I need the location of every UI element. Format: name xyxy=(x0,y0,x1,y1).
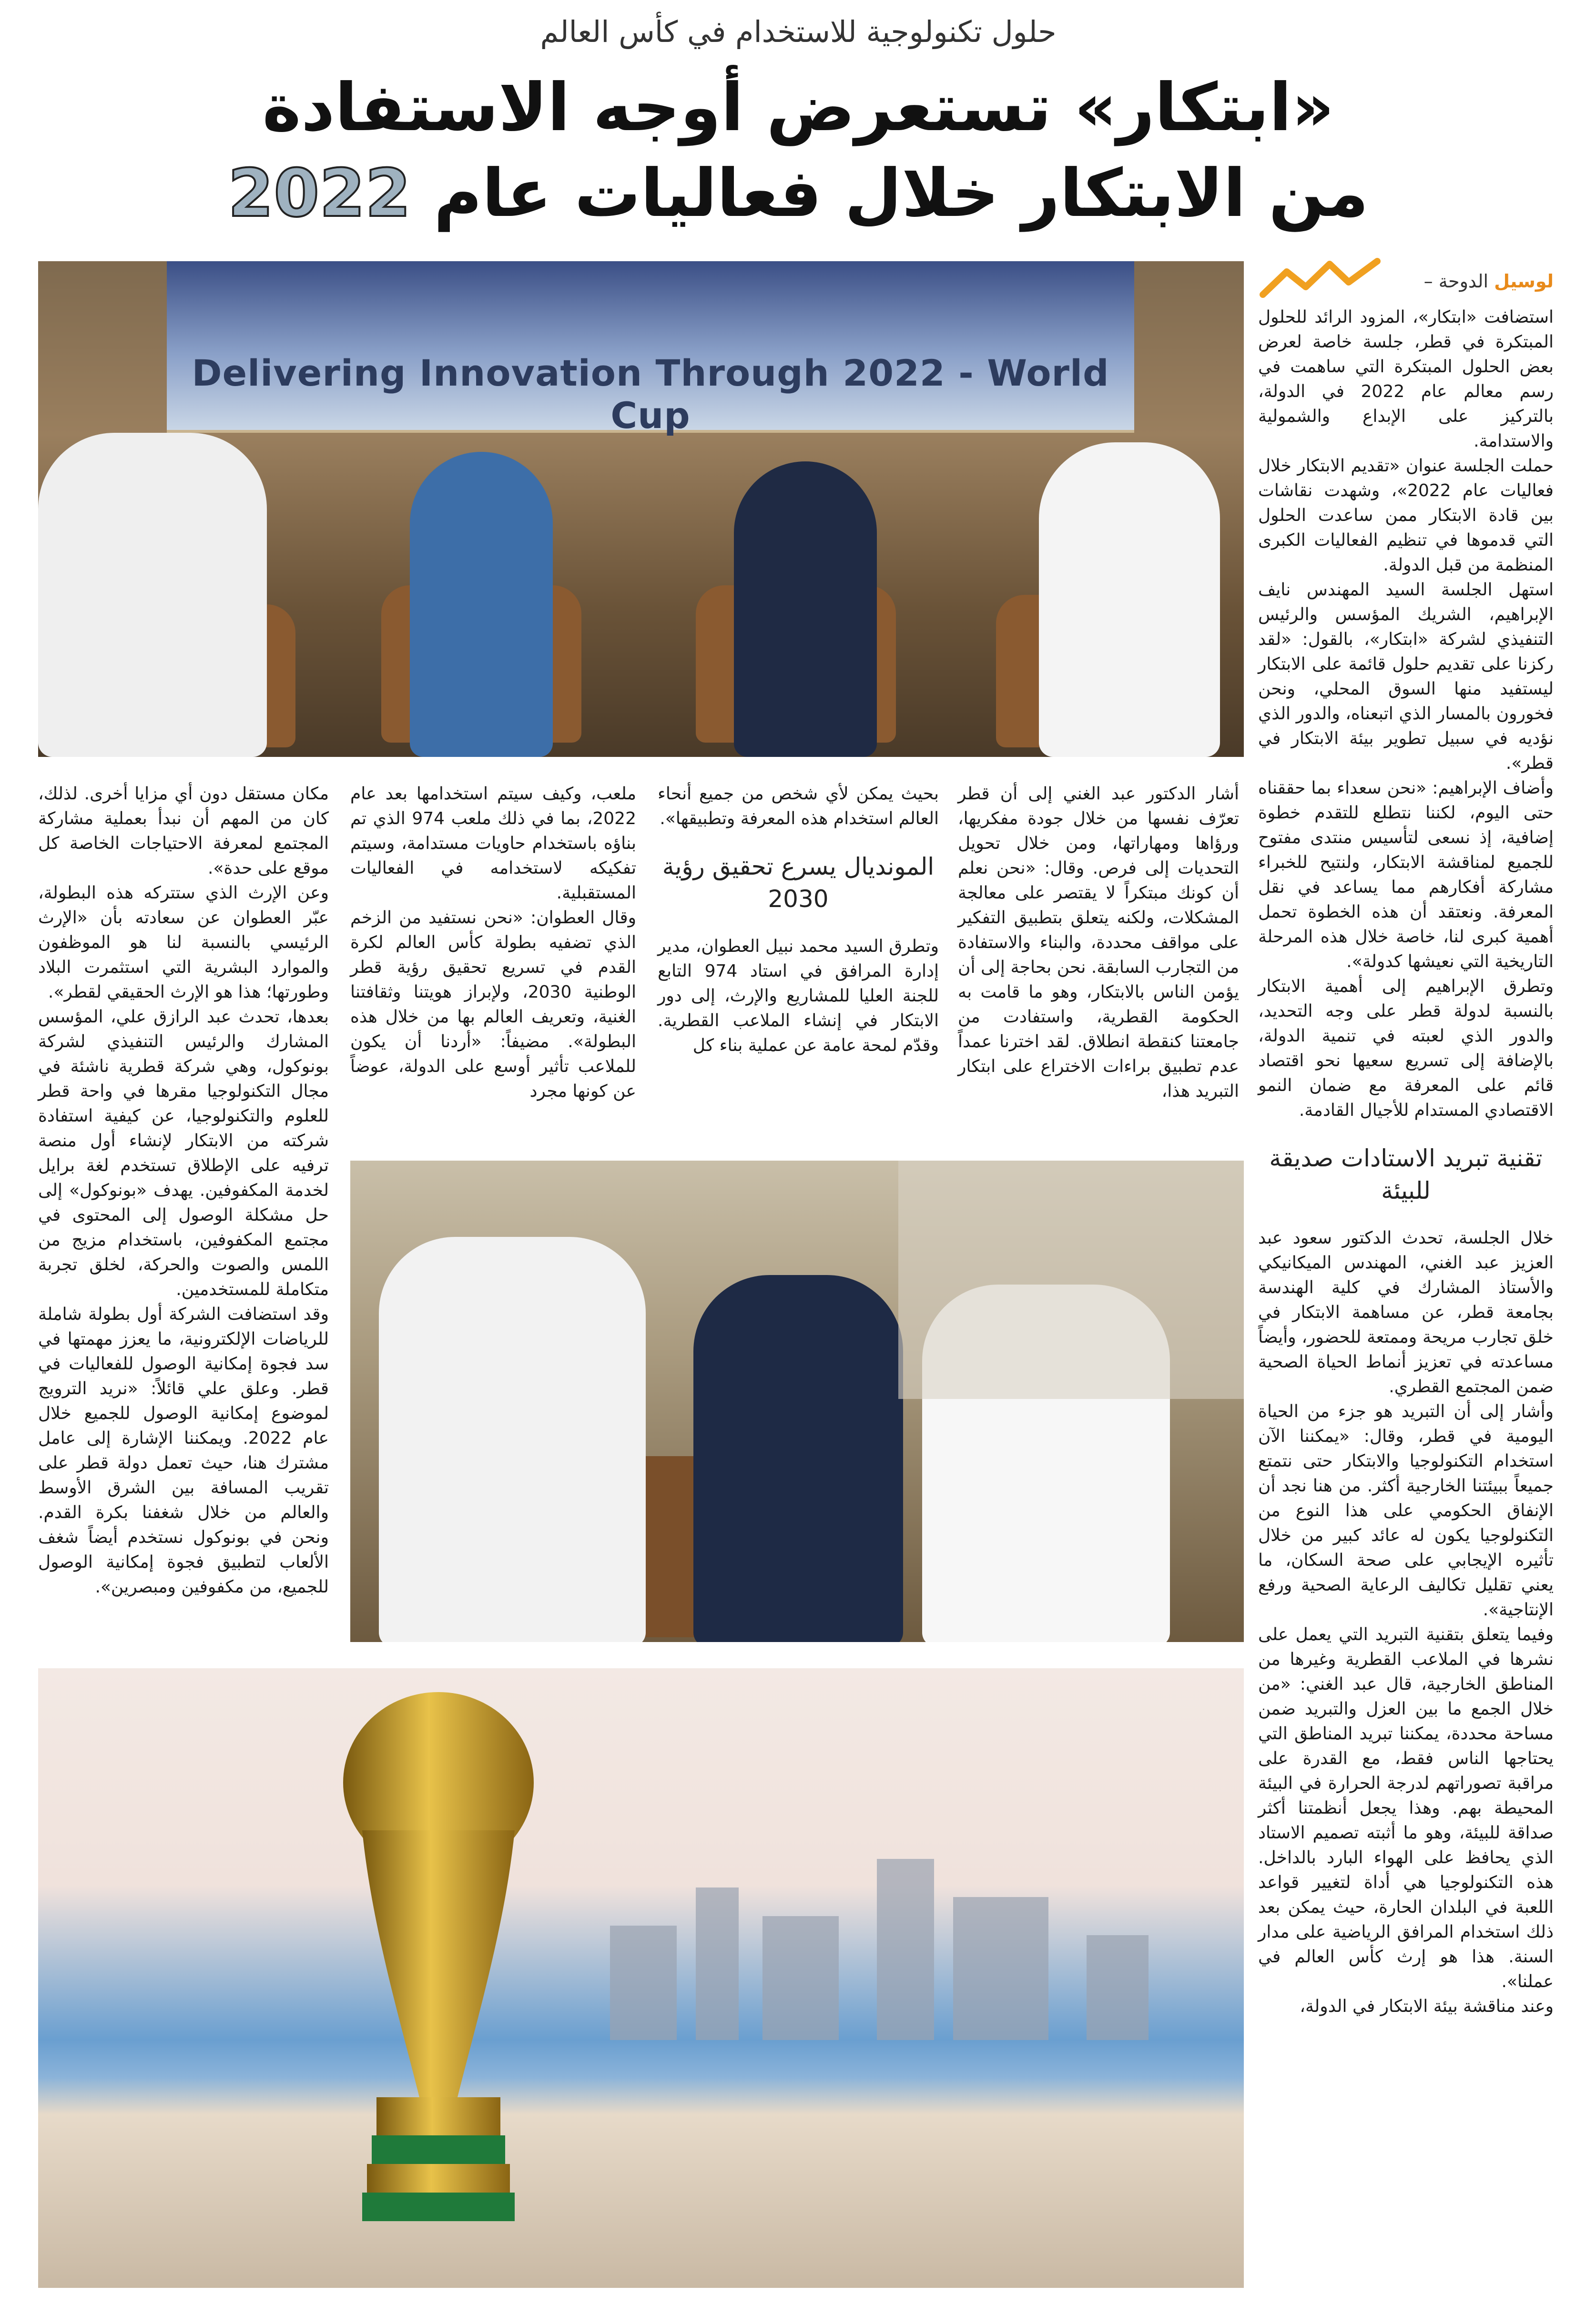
col5-paragraph: وعن الإرث الذي ستتركه هذه البطولة، عبّر العطوان عن سعادته بأن «الإرث الرئيسي بالنسبة لنا هو الموظفون والموارد البشرية التي استثمرت البلاد وطورتها؛ هذا هو الإرث الحقيقي لقطر». xyxy=(38,883,329,1002)
col1-paragraph: وعند مناقشة بيئة الابتكار في الدولة، xyxy=(1300,1997,1554,2016)
col3-paragraph: وتطرق السيد محمد نبيل العطوان، مدير إدارة المرافق في استاد 974 التابع للجنة العليا للمشاريع والإرث، إلى دور الابتكار في إنشاء الملاعب القطرية. وقدّم لمحة عامة عن عملية بناء كل xyxy=(658,937,939,1055)
panel-photo-main xyxy=(38,261,1244,757)
lusail-logo-icon xyxy=(1258,257,1382,300)
trophy-icon xyxy=(305,1687,572,2235)
kicker: حلول تكنولوجية للاستخدام في كأس العالم xyxy=(540,14,1057,49)
headline-line2 xyxy=(143,157,1454,230)
col3-paragraph: بحيث يمكن لأي شخص من جميع أنحاء العالم استخدام هذه المعرفة وتطبيقها». xyxy=(658,784,939,828)
col5-paragraph: وقد استضافت الشركة أول بطولة شاملة للرياضات الإلكترونية، ما يعزز مهمتها في سد فجوة إمكانية الوصول للفعاليات في قطر. وعلق علي قائلاً: «نريد الترويج لموضوع إمكانية الوصول للجميع خلال عام 2022. ويمكننا الإشارة إلى عامل مشترك هنا، حيث تعمل دولة قطر على تقريب المسافة بين الشرق الأوسط والعالم من خلال شغفنا بكرة القدم. ونحن في بونوكول نستخدم أيضاً شغف الألعاب لتطبيق فجوة إمكانية الوصول للجميع، من مكفوفين ومبصرين». xyxy=(38,1305,329,1597)
world-cup-trophy-photo xyxy=(38,1668,1244,2288)
headline-line1: «ابتكار» تستعرض أوجه الاستفادة xyxy=(262,69,1334,146)
byline-source: لوسيل xyxy=(1494,271,1554,292)
col1-paragraph: خلال الجلسة، تحدث الدكتور سعود عبد العزيز عبد الغني، المهندس الميكانيكي والأستاذ المشارك في كلية الهندسة بجامعة قطر، عن مساهمة الابتكار في خلق تجارب مريحة وممتعة للحضور، وأيضاً مساعدته في تعزيز أنماط الحياة الصحية ضمن المجتمع القطري. xyxy=(1258,1228,1554,1397)
col1-paragraph: وأشار إلى أن التبريد هو جزء من الحياة اليومية في قطر، وقال: «يمكننا الآن استخدام التكنولوجيا والابتكار حتى نتمتع جميعاً ببيئتنا الخارجية أكثر. من هنا نجد أن الإنفاق الحكومي على هذا النوع من التكنولوجيا يكون له عائد كبير من خلال تأثيره الإيجابي على صحة السكان، ما يعني تقليل تكاليف الرعاية الصحية ورفع الإنتاجية». xyxy=(1258,1402,1554,1620)
screen-text: Delivering Innovation Through 2022 - World Cup xyxy=(192,352,1109,437)
col1-paragraph: وتطرق الإبراهيم إلى أهمية الابتكار بالنسبة لدولة قطر على وجه التحديد، والدور الذي لعبته في تنمية الدولة، بالإضافة إلى تسريع سعيها نحو اقتصاد قائم على المعرفة مع ضمان النمو الاقتصادي المستدام للأجيال القادمة. xyxy=(1258,977,1554,1120)
col1-paragraph: وأضاف الإبراهيم: «نحن سعداء بما حققناه حتى اليوم، لكننا نتطلع للتقدم خطوة إضافية، إذ نسعى لتأسيس منتدى مفتوح للجميع لمناقشة الابتكار، ولنتيح للخبراء مشاركة أفكارهم مما يساعد في نقل المعرفة. ونعتقد أن هذه الخطوة تحمل أهمية كبرى لنا، خاصة خلال هذه المرحلة التاريخية التي نعيشها كدولة». xyxy=(1258,778,1554,971)
col4-paragraph: وقال العطوان: «نحن نستفيد من الزخم الذي تضفيه بطولة كأس العالم لكرة القدم في تسريع تحقيق رؤية قطر الوطنية 2030، ولإبراز هويتنا وثقافتنا الغنية، وتعريف العالم بها من خلال هذه البطولة». مضيفاً: «أردنا أن يكون للملاعب تأثير أوسع على الدولة، عوضاً عن كونها مجرد xyxy=(350,908,636,1101)
col2-paragraph: أشار الدكتور عبد الغني إلى أن قطر تعرّف نفسها من خلال جودة مفكريها، ورؤاها ومهاراتها، ومن خلال تحويل التحديات إلى فرص. وقال: «نحن نعلم أن كونك مبتكراً لا يقتصر على معالجة المشكلات، ولكنه يتعلق بتطبيق التفكير على مواقف محددة، والبناء والاستفادة من التجارب السابقة. نحن بحاجة إلى أن يؤمن الناس بالابتكار، وهو ما قامت به الحكومة القطرية، واستفادت من جامعتنا كنقطة انطلاق. لقد اخترنا عمداً عدم تطبيق براءات الاختراع على ابتكار التبريد هذا، xyxy=(958,784,1239,1101)
byline xyxy=(1424,271,1554,292)
col5-paragraph: مكان مستقل دون أي مزايا أخرى. لذلك، كان من المهم أن نبدأ بعملية مشاركة المجتمع لمعرفة الاحتياجات الخاصة كل موقع على حدة». xyxy=(38,784,329,878)
col5-paragraph: بعدها، تحدث عبد الرازق علي، المؤسس المشارك والرئيس التنفيذي لشركة بونوكول، وهي شركة قطرية ناشئة في مجال التكنولوجيا مقرها في واحة قطر للعلوم والتكنولوجيا، عن كيفية استفادة شركته من الابتكار لإنشاء أول منصة ترفيه على الإطلاق تستخدم لغة برايل لخدمة المكفوفين. يهدف «بونوكول» إلى حل مشكلة الوصول إلى المحتوى في مجتمع المكفوفين، باستخدام مزيج من اللمس والصوت والحركة، لخلق تجربة متكاملة للمستخدمين. xyxy=(38,1007,329,1299)
col4-paragraph: ملعب، وكيف سيتم استخدامها بعد عام 2022، بما في ذلك ملعب 974 الذي تم بناؤه باستخدام حاويات مستدامة، وسيتم تفكيكه لاستخدامه في الفعاليات المستقبلية. xyxy=(350,784,636,903)
article-column-4 xyxy=(350,782,636,1104)
article-column-1 xyxy=(1258,305,1554,2019)
headline-line2-text: من الابتكار خلال فعاليات عام xyxy=(434,155,1369,232)
col1-paragraph: استضافت «ابتكار»، المزود الرائد للحلول المبتكرة في قطر، جلسة خاصة لعرض بعض الحلول المبتكرة التي ساهمت في رسم معالم عام 2022 في الدولة، بالتركيز على الإبداع والشمولية والاستدامة. xyxy=(1258,307,1554,451)
panel-photo-closeup xyxy=(350,1161,1244,1642)
col1-paragraph: حملت الجلسة عنوان «تقديم الابتكار خلال فعاليات عام 2022»، وشهدت نقاشات بين قادة الابتكار ممن ساعدت الحلول التي قدموها في تنظيم الفعاليات الكبرى المنظمة من قبل الدولة. xyxy=(1258,456,1554,575)
headline-year: 2022 xyxy=(228,155,411,232)
col1-subhead: تقنية تبريد الاستادات صديقة للبيئة xyxy=(1269,1144,1543,1204)
article-column-5 xyxy=(38,782,329,1600)
article-column-3 xyxy=(658,782,939,1058)
col1-paragraph: استهل الجلسة السيد المهندس نايف الإبراهيم، الشريك المؤسس والرئيس التنفيذي لشركة «ابتكار»، بالقول: «لقد ركزنا على تقديم حلول قائمة على الابتكار ليستفيد منها السوق المحلي، ونحن فخورون بالمسار الذي اتبعناه، والدور الذي نؤديه في سبيل تطوير بيئة الابتكار في قطر». xyxy=(1258,580,1554,773)
byline-place: الدوحة – xyxy=(1423,271,1488,292)
col3-subhead: المونديال يسرع تحقيق رؤية 2030 xyxy=(662,853,935,913)
presentation-screen xyxy=(167,261,1134,437)
col1-paragraph: وفيما يتعلق بتقنية التبريد التي يعمل على نشرها في الملاعب القطرية وغيرها من المناطق الخارجية، قال عبد الغني: «من خلال الجمع ما بين العزل والتبريد ضمن مساحة محددة، يمكننا تبريد المناطق التي يحتاجها الناس فقط، مع القدرة على مراقبة تصوراتهم لدرجة الحرارة في البيئة المحيطة بهم. وهذا يجعل أنظمتنا أكثر صداقة للبيئة، وهو ما أثبته تصميم الاستاد الذي يحافظ على الهواء البارد بالداخل. هذه التكنولوجيا هي أداة لتغيير قواعد اللعبة في البلدان الحارة، حيث يمكن بعد ذلك استخدام المرافق الرياضية على مدار السنة. هذا هو إرث كأس العالم في عملنا». xyxy=(1258,1625,1554,1991)
byline-area xyxy=(1258,257,1554,300)
article-column-2 xyxy=(958,782,1239,1104)
